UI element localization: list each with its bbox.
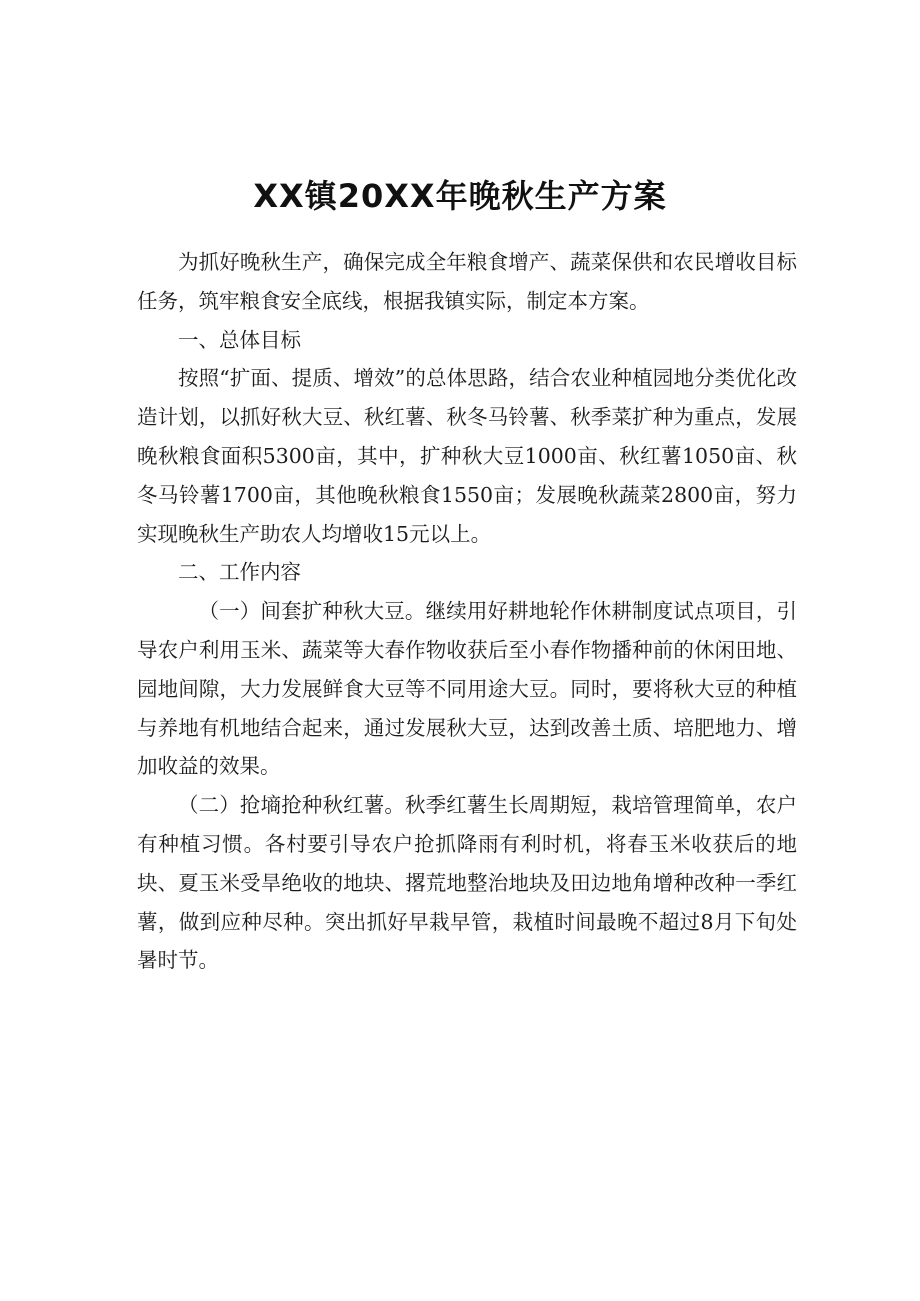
document-body (137, 243, 797, 980)
document-title: XX镇20XX年晚秋生产方案 (253, 177, 667, 215)
work-item-soybean-paragraph: （一）间套扩种秋大豆。继续用好耕地轮作休耕制度试点项目，引导农户利用玉米、蔬菜等大春作物收获后至小春作物播种前的休闲田地、园地间隙，大力发展鲜食大豆等不同用途大豆。同时，要将秋大豆的种植与养地有机地结合起来，通过发展秋大豆，达到改善土质、培肥地力、增加收益的效果。 (137, 599, 797, 779)
overall-goal-paragraph: 按照“扩面、提质、增效”的总体思路，结合农业种植园地分类优化改造计划，以抓好秋大豆、秋红薯、秋冬马铃薯、秋季菜扩种为重点，发展晚秋粮食面积5300亩，其中，扩种秋大豆1000亩、秋红薯1050亩、秋冬马铃薯1700亩，其他晚秋粮食1550亩；发展晚秋蔬菜2800亩，努力实现晚秋生产助农人均增收15元以上。 (137, 366, 797, 546)
work-item-sweet-potato-paragraph: （二）抢墒抢种秋红薯。秋季红薯生长周期短，栽培管理简单，农户有种植习惯。各村要引导农户抢抓降雨有利时机，将春玉米收获后的地块、夏玉米受旱绝收的地块、撂荒地整治地块及田边地角增种改种一季红薯，做到应种尽种。突出抓好早栽早管，栽植时间最晚不超过8月下旬处暑时节。 (137, 793, 797, 973)
section-heading-overall-goal: 一、总体目标 (178, 327, 301, 352)
intro-paragraph: 为抓好晚秋生产，确保完成全年粮食增产、蔬菜保供和农民增收目标任务，筑牢粮食安全底线，根据我镇实际，制定本方案。 (137, 250, 797, 313)
section-heading-work-content: 二、工作内容 (178, 560, 301, 585)
